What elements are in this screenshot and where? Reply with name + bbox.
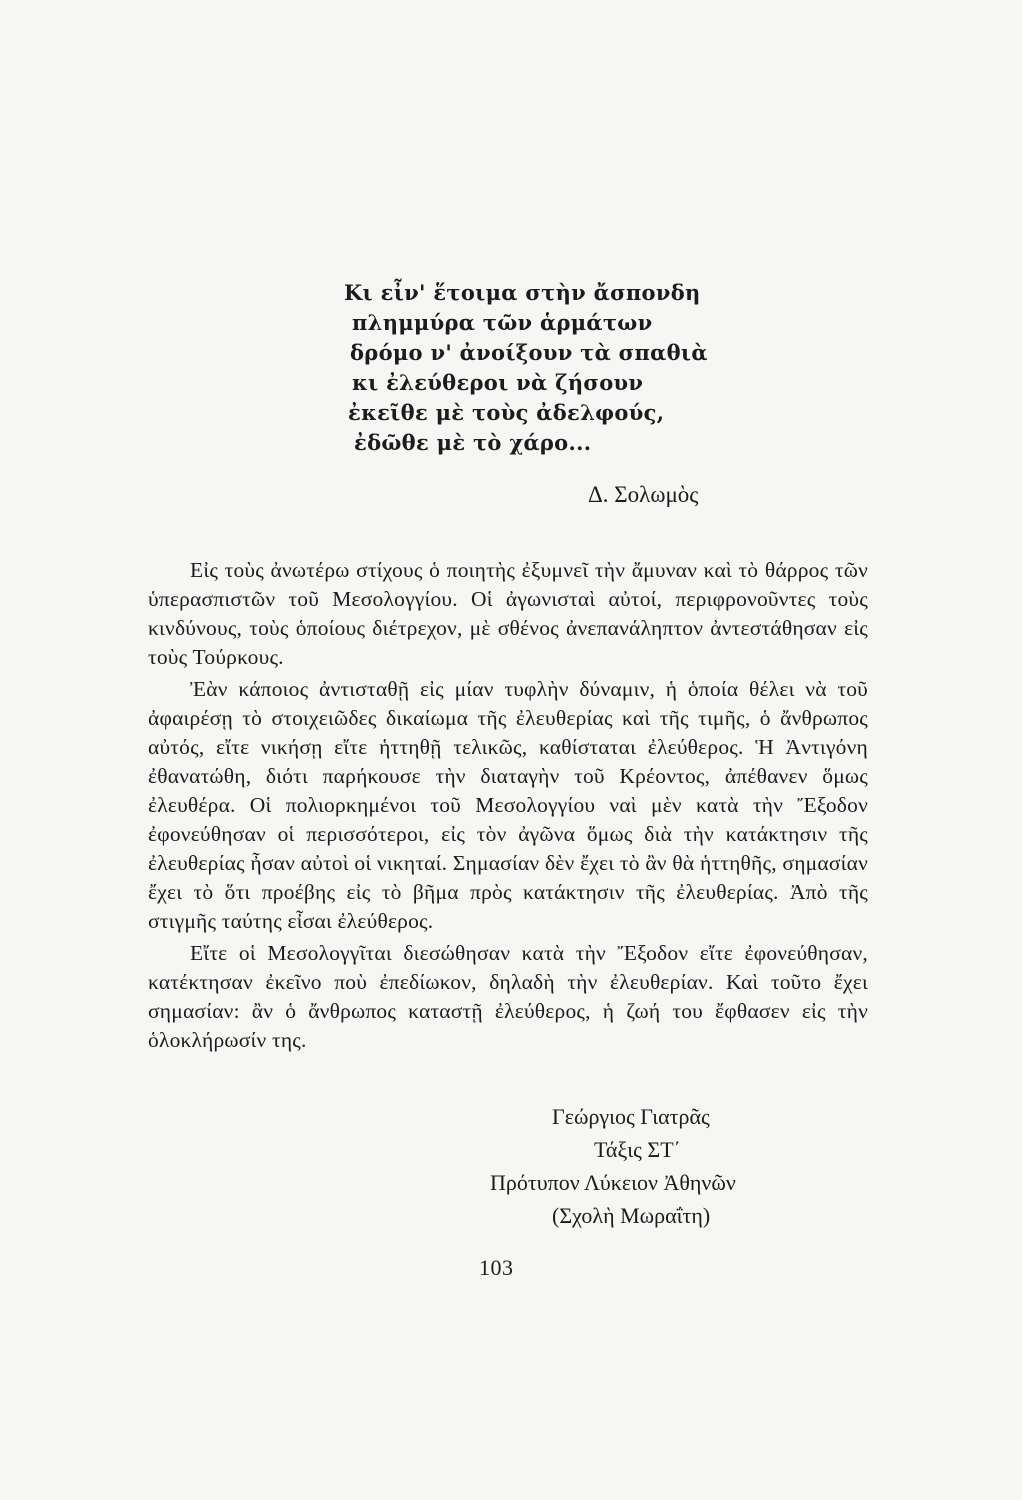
poem-line: ἐκεῖθε μὲ τοὺς ἀδελφούς, (348, 400, 665, 425)
essay-paragraph: Εἰς τοὺς ἀνωτέρω στίχους ὁ ποιητὴς ἐξυμνεῖ τὴν ἄμυναν καὶ τὸ θάρρος τῶν ὑπερασπιστῶν τοῦ Μεσολογγίου. Οἱ ἀγωνισταὶ αὐτοί, περιφρονοῦντες τοὺς κινδύνους, τοὺς ὁποίους διέτρεχον, μὲ σθένος ἀνεπανάληπτον ἀντεστάθησαν εἰς τοὺς Τούρκους. (148, 558, 868, 669)
essay-paragraph: Εἴτε οἱ Μεσολογγῖται διεσώθησαν κατὰ τὴν Ἔξοδον εἴτε ἐφονεύθησαν, κατέκτησαν ἐκεῖνο ποὺ ἐπεδίωκον, δηλαδὴ τὴν ἐλευθερίαν. Καὶ τοῦτο ἔχει σημασίαν: ἂν ὁ ἄνθρωπος καταστῇ ἐλεύθερος, ἡ ζωή του ἔφθασεν εἰς τὴν ὁλοκλήρωσίν της. (148, 941, 868, 1052)
poem-line: κι ἐλεύθεροι νὰ ζήσουν (352, 370, 644, 395)
author-school: Πρότυπον Λύκειον Ἀθηνῶν (490, 1170, 736, 1195)
poem-epigraph (344, 278, 768, 458)
poem-author: Δ. Σολωμὸς (588, 482, 699, 507)
essay-paragraph: Ἐὰν κάποιος ἀντισταθῇ εἰς μίαν τυφλὴν δύναμιν, ἡ ὁποία θέλει νὰ τοῦ ἀφαιρέσῃ τὸ στοιχειῶδες δικαίωμα τῆς ἐλευθερίας καὶ τῆς τιμῆς, ὁ ἄνθρωπος αὐτός, εἴτε νικήσῃ εἴτε ἡττηθῇ τελικῶς, καθίσταται ἐλεύθερος. Ἡ Ἀντιγόνη ἐθανατώθη, διότι παρήκουσε τὴν διαταγὴν τοῦ Κρέοντος, ἀπέθανεν ὅμως ἐλευθέρα. Οἱ πολιορκημένοι τοῦ Μεσολογγίου ναὶ μὲν κατὰ τὴν Ἔξοδον ἐφονεύθησαν οἱ περισσότεροι, εἰς τὸν ἀγῶνα ὅμως διὰ τὴν κατάκτησιν τῆς ἐλευθερίας ἦσαν αὐτοὶ οἱ νικηταί. Σημασίαν δὲν ἔχει τὸ ἂν θὰ ἡττηθῆς, σημασίαν ἔχει τὸ ὅτι προέβης εἰς τὸ βῆμα πρὸς κατάκτησιν τῆς ἐλευθερίας. Ἀπὸ τῆς στιγμῆς ταύτης εἶσαι ἐλεύθερος. (148, 677, 868, 933)
author-name: Γεώργιος Γιατρᾶς (552, 1104, 710, 1129)
author-class: Τάξις ΣΤ΄ (594, 1137, 681, 1162)
poem-line: Κι εἶν' ἕτοιμα στὴν ἄσπονδη (344, 280, 701, 305)
author-school-annex: (Σχολὴ Μωραΐτη) (552, 1203, 711, 1228)
page-number: 103 (479, 1255, 514, 1280)
poem-line: πλημμύρα τῶν ἁρμάτων (352, 310, 653, 335)
poem-line: δρόμο ν' ἀνοίξουν τὰ σπαθιὰ (350, 340, 708, 365)
author-signature-block (470, 1100, 830, 1232)
essay-body (148, 556, 868, 1058)
poem-line: ἐδῶθε μὲ τὸ χάρο... (354, 430, 592, 455)
